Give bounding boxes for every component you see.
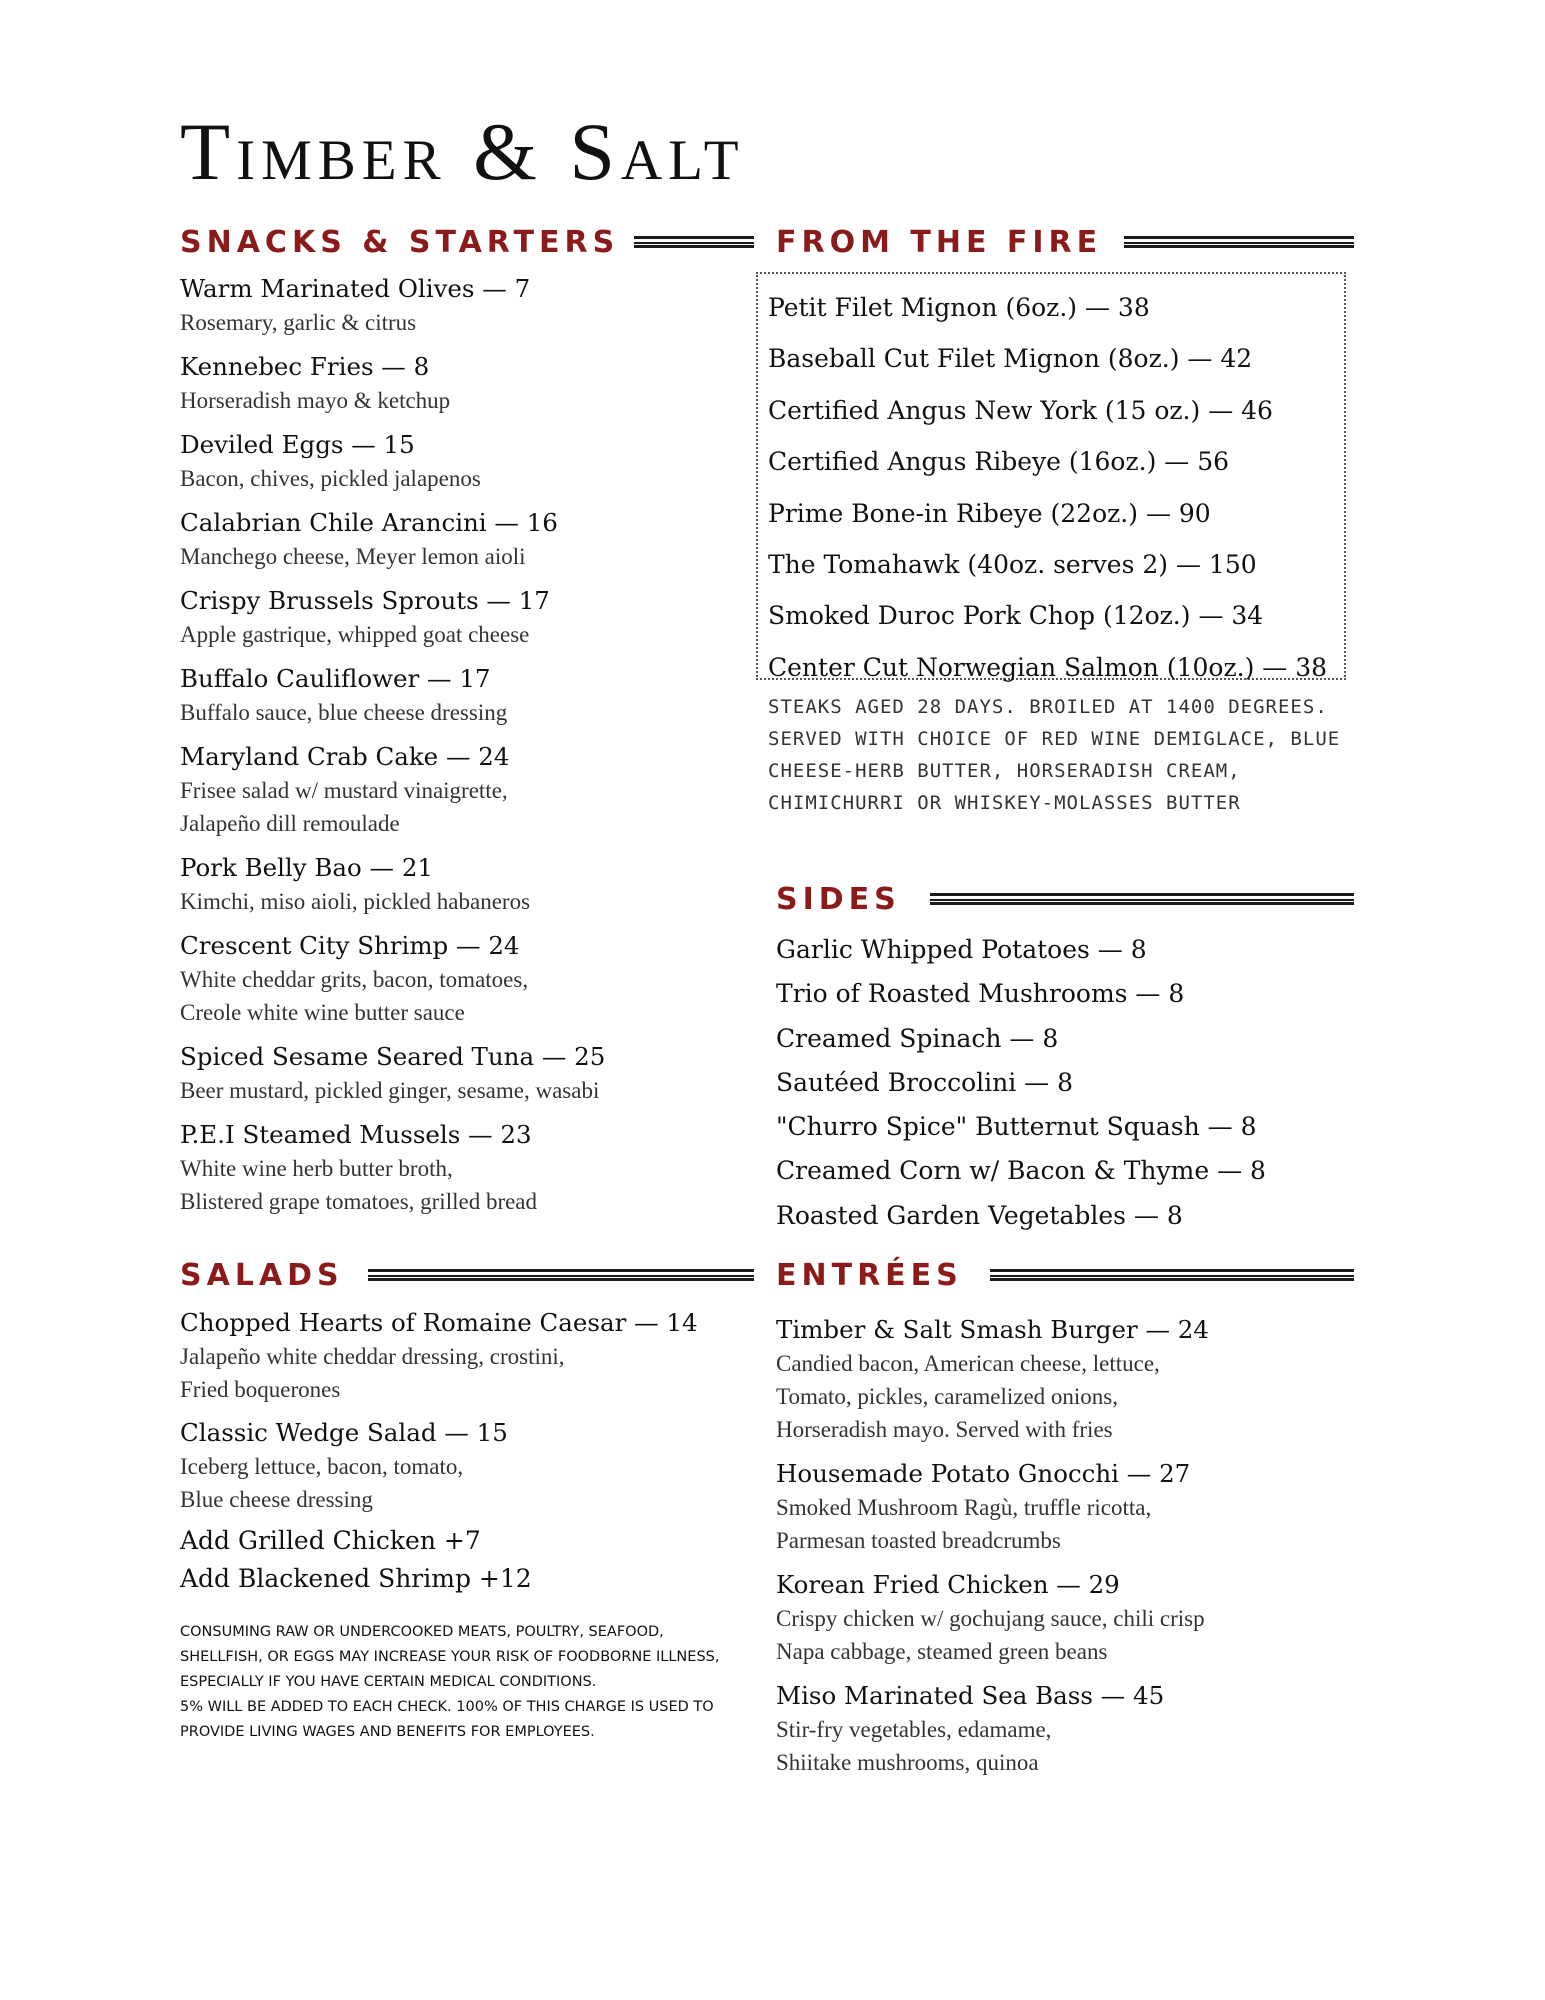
menu-item [180,272,740,339]
menu-item: Certified Angus Ribeye (16oz.) — 56 [768,447,1230,477]
dish-name: Crispy Brussels Sprouts — 17 [180,586,550,615]
menu-item: The Tomahawk (40oz. serves 2) — 150 [768,550,1257,580]
menu-item: Creamed Spinach — 8 [776,1023,1059,1053]
dish-description: Frisee salad w/ mustard vinaigrette, [180,778,508,803]
dish-description: Blue cheese dressing [180,1487,373,1512]
section-divider [990,1269,1354,1281]
dish-description: Bacon, chives, pickled jalapenos [180,466,481,491]
dish-description: Candied bacon, American cheese, lettuce, [776,1351,1160,1376]
dish-name: Miso Marinated Sea Bass — 45 [776,1681,1165,1710]
menu-item: Certified Angus New York (15 oz.) — 46 [768,395,1273,425]
dish-description: White cheddar grits, bacon, tomatoes, [180,967,529,992]
dish-description: Crispy chicken w/ gochujang sauce, chili crisp [776,1606,1205,1631]
fire-section-title: FROM THE FIRE [776,225,1103,260]
menu-item [180,1306,740,1406]
dish-name: Deviled Eggs — 15 [180,430,415,459]
dish-description: Iceberg lettuce, bacon, tomato, [180,1454,464,1479]
dish-name: Maryland Crab Cake — 24 [180,742,510,771]
service-charge-note: 5% WILL BE ADDED TO EACH CHECK. 100% OF THIS CHARGE IS USED TO PROVIDE LIVING WAGES AND BENEFITS FOR EMPLOYEES. [180,1699,714,1740]
menu-item [776,1568,1356,1668]
dish-description: Stir-fry vegetables, edamame, [776,1717,1052,1742]
snacks-list [180,272,740,1229]
menu-item: Sautéed Broccolini — 8 [776,1067,1074,1097]
restaurant-title: Timber & Salt [180,106,745,197]
dish-description: Kimchi, miso aioli, pickled habaneros [180,889,531,914]
dish-description: Fried boquerones [180,1377,341,1402]
dish-name: Crescent City Shrimp — 24 [180,931,520,960]
dish-description: Smoked Mushroom Ragù, truffle ricotta, [776,1495,1152,1520]
dish-name: P.E.I Steamed Mussels — 23 [180,1120,532,1149]
dish-name: Warm Marinated Olives — 7 [180,274,531,303]
menu-item [180,1416,740,1516]
dish-description: Beer mustard, pickled ginger, sesame, wasabi [180,1078,600,1103]
menu-item: Roasted Garden Vegetables — 8 [776,1200,1183,1230]
menu-item [180,584,740,651]
dish-description: Blistered grape tomatoes, grilled bread [180,1189,538,1214]
dish-name: Korean Fried Chicken — 29 [776,1570,1120,1599]
section-divider [930,893,1354,905]
menu-item: Baseball Cut Filet Mignon (8oz.) — 42 [768,344,1253,374]
entrees-section-header [776,1256,1356,1296]
menu-item [180,1118,740,1218]
dish-description: Napa cabbage, steamed green beans [776,1639,1108,1664]
menu-item [180,740,740,840]
sides-section-title: SIDES [776,882,901,917]
dish-name: Classic Wedge Salad — 15 [180,1418,508,1447]
dish-name: Calabrian Chile Arancini — 16 [180,508,558,537]
menu-item [180,851,740,918]
dish-description: Buffalo sauce, blue cheese dressing [180,700,508,725]
fire-list [758,274,1344,693]
salads-section-header [180,1256,755,1296]
snacks-section-title: SNACKS & STARTERS [180,225,620,260]
menu-item: Garlic Whipped Potatoes — 8 [776,935,1147,964]
menu-item: Add Blackened Shrimp +12 [180,1564,532,1593]
salad-addons [180,1522,532,1598]
dish-description: White wine herb butter broth, [180,1156,453,1181]
entrees-list [776,1313,1356,1790]
menu-item [776,1679,1356,1779]
dish-description: Parmesan toasted breadcrumbs [776,1528,1061,1553]
section-divider [634,236,754,248]
dish-description: Manchego cheese, Meyer lemon aioli [180,544,526,569]
menu-item: Prime Bone-in Ribeye (22oz.) — 90 [768,498,1211,528]
menu-item [180,350,740,417]
dish-description: Rosemary, garlic & citrus [180,310,417,335]
section-divider [368,1269,754,1281]
dish-description: Tomato, pickles, caramelized onions, [776,1384,1119,1409]
sides-list [776,928,1356,1238]
menu-item [180,1040,740,1107]
disclaimer [180,1620,720,1745]
dish-description: Creole white wine butter sauce [180,1000,465,1025]
dish-name: Spiced Sesame Seared Tuna — 25 [180,1042,606,1071]
fire-items-box [756,272,1346,680]
menu-item [180,506,740,573]
dish-name: Chopped Hearts of Romaine Caesar — 14 [180,1308,698,1337]
menu-item: Petit Filet Mignon (6oz.) — 38 [768,293,1150,322]
dish-name: Timber & Salt Smash Burger — 24 [776,1315,1209,1344]
section-divider [1124,236,1354,248]
dish-description: Apple gastrique, whipped goat cheese [180,622,530,647]
menu-item: "Churro Spice" Butternut Squash — 8 [776,1112,1257,1142]
menu-item [180,929,740,1029]
dish-description: Horseradish mayo & ketchup [180,388,451,413]
menu-item: Smoked Duroc Pork Chop (12oz.) — 34 [768,601,1264,631]
sides-section-header [776,880,1356,920]
salads-section-title: SALADS [180,1258,344,1293]
menu-item [776,1313,1356,1446]
dish-description: Jalapeño white cheddar dressing, crostini, [180,1344,565,1369]
menu-item: Add Grilled Chicken +7 [180,1526,481,1555]
steak-preparation-note: STEAKS AGED 28 DAYS. BROILED AT 1400 DEGREES. SERVED WITH CHOICE OF RED WINE DEMIGLACE, BLUE CHEESE-HERB BUTTER, HORSERADISH CREAM, CHIMICHURRI OR WHISKEY-MOLASSES BUTTER [768,696,1341,814]
dish-description: Shiitake mushrooms, quinoa [776,1750,1039,1775]
menu-item: Trio of Roasted Mushrooms — 8 [776,979,1185,1009]
menu-item: Center Cut Norwegian Salmon (10oz.) — 38 [768,652,1328,682]
dish-name: Kennebec Fries — 8 [180,352,430,381]
salads-list [180,1306,740,1526]
dish-name: Buffalo Cauliflower — 17 [180,664,491,693]
menu-item [180,428,740,495]
menu-item [776,1457,1356,1557]
food-safety-warning: CONSUMING RAW OR UNDERCOOKED MEATS, POULTRY, SEAFOOD, SHELLFISH, OR EGGS MAY INCREASE YOUR RISK OF FOODBORNE ILLNESS, ESPECIALLY IF YOU HAVE CERTAIN MEDICAL CONDITIONS. [180,1624,720,1690]
dish-name: Pork Belly Bao — 21 [180,853,434,882]
dish-name: Housemade Potato Gnocchi — 27 [776,1459,1191,1488]
dish-description: Jalapeño dill remoulade [180,811,400,836]
menu-item [180,662,740,729]
entrees-section-title: ENTRÉES [776,1258,963,1293]
menu-item: Creamed Corn w/ Bacon & Thyme — 8 [776,1156,1266,1186]
snacks-section-header [180,223,755,263]
fire-section-header [776,223,1356,263]
dish-description: Horseradish mayo. Served with fries [776,1417,1113,1442]
